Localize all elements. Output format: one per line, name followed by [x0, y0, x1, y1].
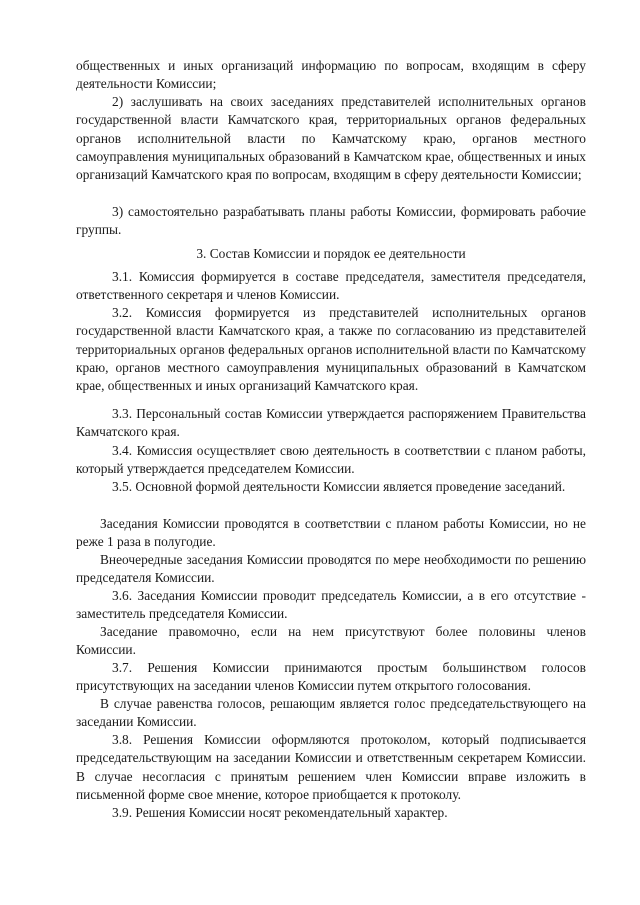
paragraph-text: 3.1. Комиссия формируется в составе председателя, заместителя председателя, ответственного секретаря и членов Комиссии.	[76, 269, 586, 303]
paragraph-text: 3.7. Решения Комиссии принимаются простым большинством голосов присутствующих на заседании членов Комиссии путем открытого голосования.	[76, 660, 586, 694]
paragraph-text: 3) самостоятельно разрабатывать планы работы Комиссии, формировать рабочие группы.	[76, 204, 586, 238]
paragraph-text: 3.6. Заседания Комиссии проводит председатель Комиссии, а в его отсутствие - заместитель председателя Комиссии.	[76, 588, 586, 622]
paragraph-text: Заседание правомочно, если на нем присутствуют более половины членов Комиссии.	[76, 624, 586, 658]
paragraph-text: 3.2. Комиссия формируется из представителей исполнительных органов государственной власти Камчатского края, а также по согласованию из представителей территориальных органов федеральных органов исполнительной власти по Камчатскому краю, органов местного самоуправления муниципальных образований в Камчатском крае, общественных и иных организаций Камчатского края.	[76, 305, 586, 394]
paragraph-item-3	[76, 203, 586, 240]
paragraph-3-3	[76, 405, 586, 442]
paragraph-text: 3.4. Комиссия осуществляет свою деятельность в соответствии с планом работы, который утверждается председателем Комиссии.	[76, 443, 586, 477]
paragraph-3-5-b	[76, 551, 586, 588]
paragraph-3-8	[76, 731, 586, 804]
paragraph-text: Заседания Комиссии проводятся в соответствии с планом работы Комиссии, но не реже 1 раза в полугодие.	[76, 516, 586, 550]
paragraph-3-6	[76, 587, 586, 624]
paragraph-3-1	[76, 268, 586, 305]
paragraph-text: 3.8. Решения Комиссии оформляются протоколом, который подписывается председательствующим на заседании Комиссии и ответственным секретарем Комиссии. В случае несогласия с принятым решением член Комиссии вправе изложить в письменной форме свое мнение, которое приобщается к протоколу.	[76, 732, 586, 802]
paragraph-3-6-a	[76, 623, 586, 660]
paragraph-text: 2) заслушивать на своих заседаниях представителей исполнительных органов государственной власти Камчатского края, территориальных органов федеральных органов исполнительной власти по Камчатскому краю, органов местного самоуправления муниципальных образований в Камчатском крае, общественных и иных организаций Камчатского края по вопросам, входящим в сферу деятельности Комиссии;	[76, 94, 586, 183]
section-heading: 3. Состав Комиссии и порядок ее деятельности	[196, 246, 466, 261]
paragraph-item-2	[76, 93, 586, 184]
paragraph-text: В случае равенства голосов, решающим является голос председательствующего на заседании Комиссии.	[76, 696, 586, 730]
paragraph-3-5	[76, 478, 586, 496]
paragraph-3-7-a	[76, 695, 586, 732]
paragraph-3-2	[76, 304, 586, 395]
paragraph-3-4	[76, 442, 586, 479]
paragraph-3-5-a	[76, 515, 586, 552]
paragraph-3-7	[76, 659, 586, 696]
paragraph-text: общественных и иных организаций информацию по вопросам, входящим в сферу деятельности Комиссии;	[76, 58, 586, 92]
paragraph-text: 3.3. Персональный состав Комиссии утверждается распоряжением Правительства Камчатского края.	[76, 406, 586, 440]
paragraph-3-9	[76, 804, 586, 822]
paragraph-text: Внеочередные заседания Комиссии проводятся по мере необходимости по решению председателя Комиссии.	[76, 552, 586, 586]
paragraph-top	[76, 57, 586, 94]
paragraph-text: 3.9. Решения Комиссии носят рекомендательный характер.	[112, 805, 448, 820]
paragraph-text: 3.5. Основной формой деятельности Комиссии является проведение заседаний.	[112, 479, 566, 494]
